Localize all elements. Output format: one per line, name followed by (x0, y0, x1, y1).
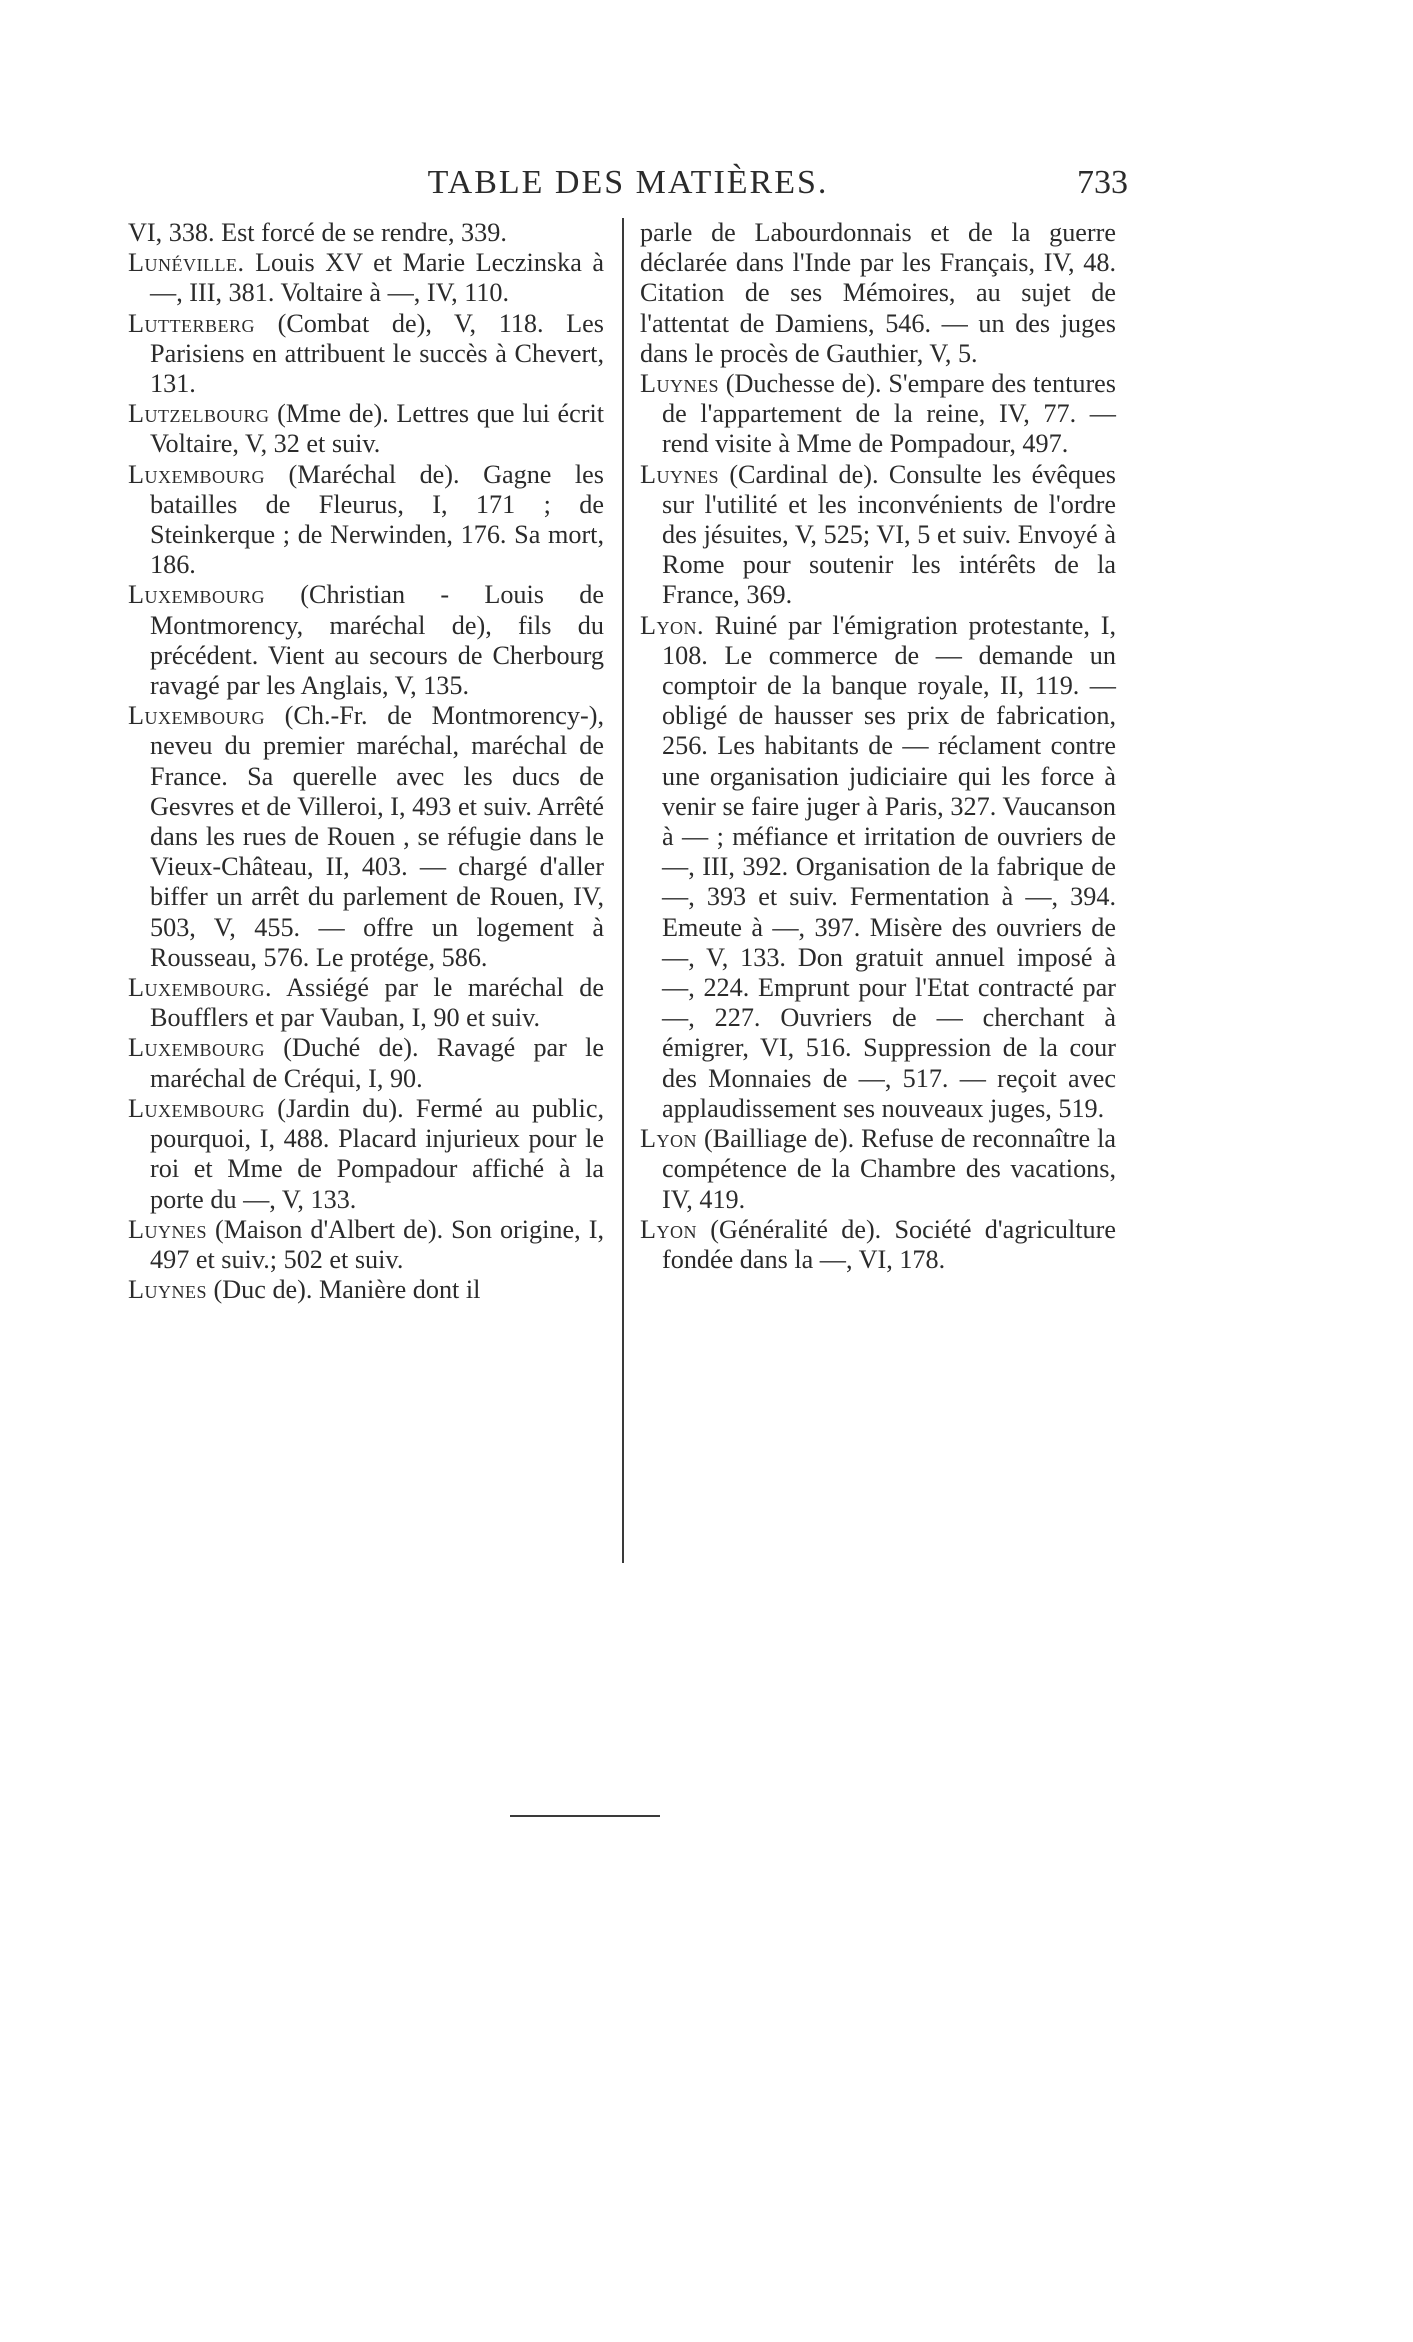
entry-text: VI, 338. Est forcé de se rendre, 339. (128, 218, 507, 247)
index-entry (128, 399, 604, 459)
index-entry (640, 1215, 1116, 1275)
entry-text: (Duc de). Manière dont il (207, 1275, 481, 1305)
entry-text: (Généralité de). Société d'agriculture fondée dans la —, VI, 178. (662, 1214, 1116, 1274)
entry-headword: Luxembourg (128, 580, 266, 610)
index-entry (128, 973, 604, 1033)
entry-text: (Duché de). Ravagé par le maréchal de Créqui, I, 90. (150, 1033, 604, 1093)
entry-headword: Lyon (640, 1214, 697, 1244)
entry-text: Assiégé par le maréchal de Boufflers et par Vauban, I, 90 et suiv. (150, 973, 604, 1033)
page-number: 733 (1077, 164, 1128, 201)
index-entry (640, 1124, 1116, 1215)
page-title: TABLE DES MATIÈRES. (427, 164, 829, 201)
entry-text: Ruiné par l'émigration protestante, I, 108. Le commerce de — demande un comptoir de la banque royale, II, 119. — obligé de hausser ses prix de fabrication, 256. Les habitants de — réclament contre une organisation judiciaire qui les force à venir se faire juger à Paris, 327. Vaucanson à — ; méfiance et irritation de ouvriers de —, III, 392. Organisation de la fabrique de —, 393 et suiv. Fermentation à —, 394. Emeute à —, 397. Misère des ouvriers de —, V, 133. Don gratuit annuel imposé à —, 224. Emprunt pour l'Etat contracté par —, 227. Ouvriers de — cherchant à émigrer, VI, 516. Suppression de la cour des Monnaies de —, 517. — reçoit avec applaudissement ses nouveaux juges, 519. (662, 610, 1116, 1123)
entry-headword: Lyon (640, 1124, 697, 1154)
entry-text: (Cardinal de). Consulte les évêques sur l'utilité et les inconvénients de l'ordre des jésuites, V, 525; VI, 5 et suiv. Envoyé à Rome pour soutenir les intérêts de la France, 369. (662, 459, 1116, 610)
entry-headword: Luxembourg (128, 1093, 266, 1123)
entry-headword: Lutzelbourg (128, 399, 270, 429)
entry-headword: Luxembourg (128, 459, 266, 489)
index-entry (640, 460, 1116, 611)
left-column (128, 218, 604, 1305)
entry-headword: Luynes (128, 1275, 207, 1305)
entry-headword: Lutterberg (128, 308, 255, 338)
entry-text: (Combat de), V, 118. Les Parisiens en attribuent le succès à Chevert, 131. (150, 308, 604, 399)
entry-text: Louis XV et Marie Leczinska à —, III, 381. Voltaire à —, IV, 110. (150, 248, 604, 308)
index-entry (128, 460, 604, 581)
entry-text: (Mme de). Lettres que lui écrit Voltaire, V, 32 et suiv. (150, 399, 604, 459)
index-entry (640, 218, 1116, 369)
index-entry (128, 1215, 604, 1275)
entry-text: (Maison d'Albert de). Son origine, I, 497 et suiv.; 502 et suiv. (150, 1214, 604, 1274)
entry-text: (Jardin du). Fermé au public, pourquoi, I, 488. Placard injurieux pour le roi et Mme de Pompadour affiché à la porte du —, V, 133. (150, 1093, 604, 1214)
entry-headword: Luynes (128, 1214, 207, 1244)
entry-text: (Duchesse de). S'empare des tentures de l'appartement de la reine, IV, 77. — rend visite à Mme de Pompadour, 497. (662, 369, 1116, 459)
entry-text: (Bailliage de). Refuse de reconnaître la compétence de la Chambre des vacations, IV, 419. (662, 1124, 1116, 1214)
entry-text: parle de Labourdonnais et de la guerre déclarée dans l'Inde par les Français, IV, 48. Citation de ses Mémoires, au sujet de l'attentat de Damiens, 546. — un des juges dans le procès de Gauthier, V, 5. (640, 218, 1116, 368)
index-entry (128, 701, 604, 973)
entry-headword: Luynes (640, 369, 719, 399)
entry-headword: Luxembourg. (128, 973, 273, 1003)
index-entry (128, 218, 604, 248)
column-divider (622, 218, 624, 1563)
index-entry (128, 580, 604, 701)
running-head (128, 160, 1128, 206)
index-entry (128, 1033, 604, 1093)
index-entry (128, 1094, 604, 1215)
entry-text: (Maréchal de). Gagne les batailles de Fleurus, I, 171 ; de Steinkerque ; de Nerwinden, 176. Sa mort, 186. (150, 459, 604, 580)
index-entry (640, 369, 1116, 460)
index-entry (640, 611, 1116, 1124)
index-entry (128, 1275, 604, 1305)
index-entry (128, 248, 604, 308)
entry-text: (Christian - Louis de Montmorency, maréchal de), fils du précédent. Vient au secours de Cherbourg ravagé par les Anglais, V, 135. (150, 580, 604, 701)
index-entry (128, 309, 604, 400)
end-rule (510, 1815, 660, 1817)
right-column (640, 218, 1116, 1275)
entry-text: (Ch.-Fr. de Montmorency-), neveu du premier maréchal, maréchal de France. Sa querelle avec les ducs de Gesvres et de Villeroi, I, 493 et suiv. Arrêté dans les rues de Rouen , se réfugie dans le Vieux-Château, II, 403. — chargé d'aller biffer un arrêt du parlement de Rouen, IV, 503, V, 455. — offre un logement à Rousseau, 576. Le protége, 586. (150, 701, 604, 972)
entry-headword: Lunéville. (128, 248, 245, 278)
entry-headword: Luxembourg (128, 701, 266, 731)
entry-headword: Lyon. (640, 610, 705, 640)
entry-headword: Luxembourg (128, 1033, 266, 1063)
entry-headword: Luynes (640, 459, 719, 489)
